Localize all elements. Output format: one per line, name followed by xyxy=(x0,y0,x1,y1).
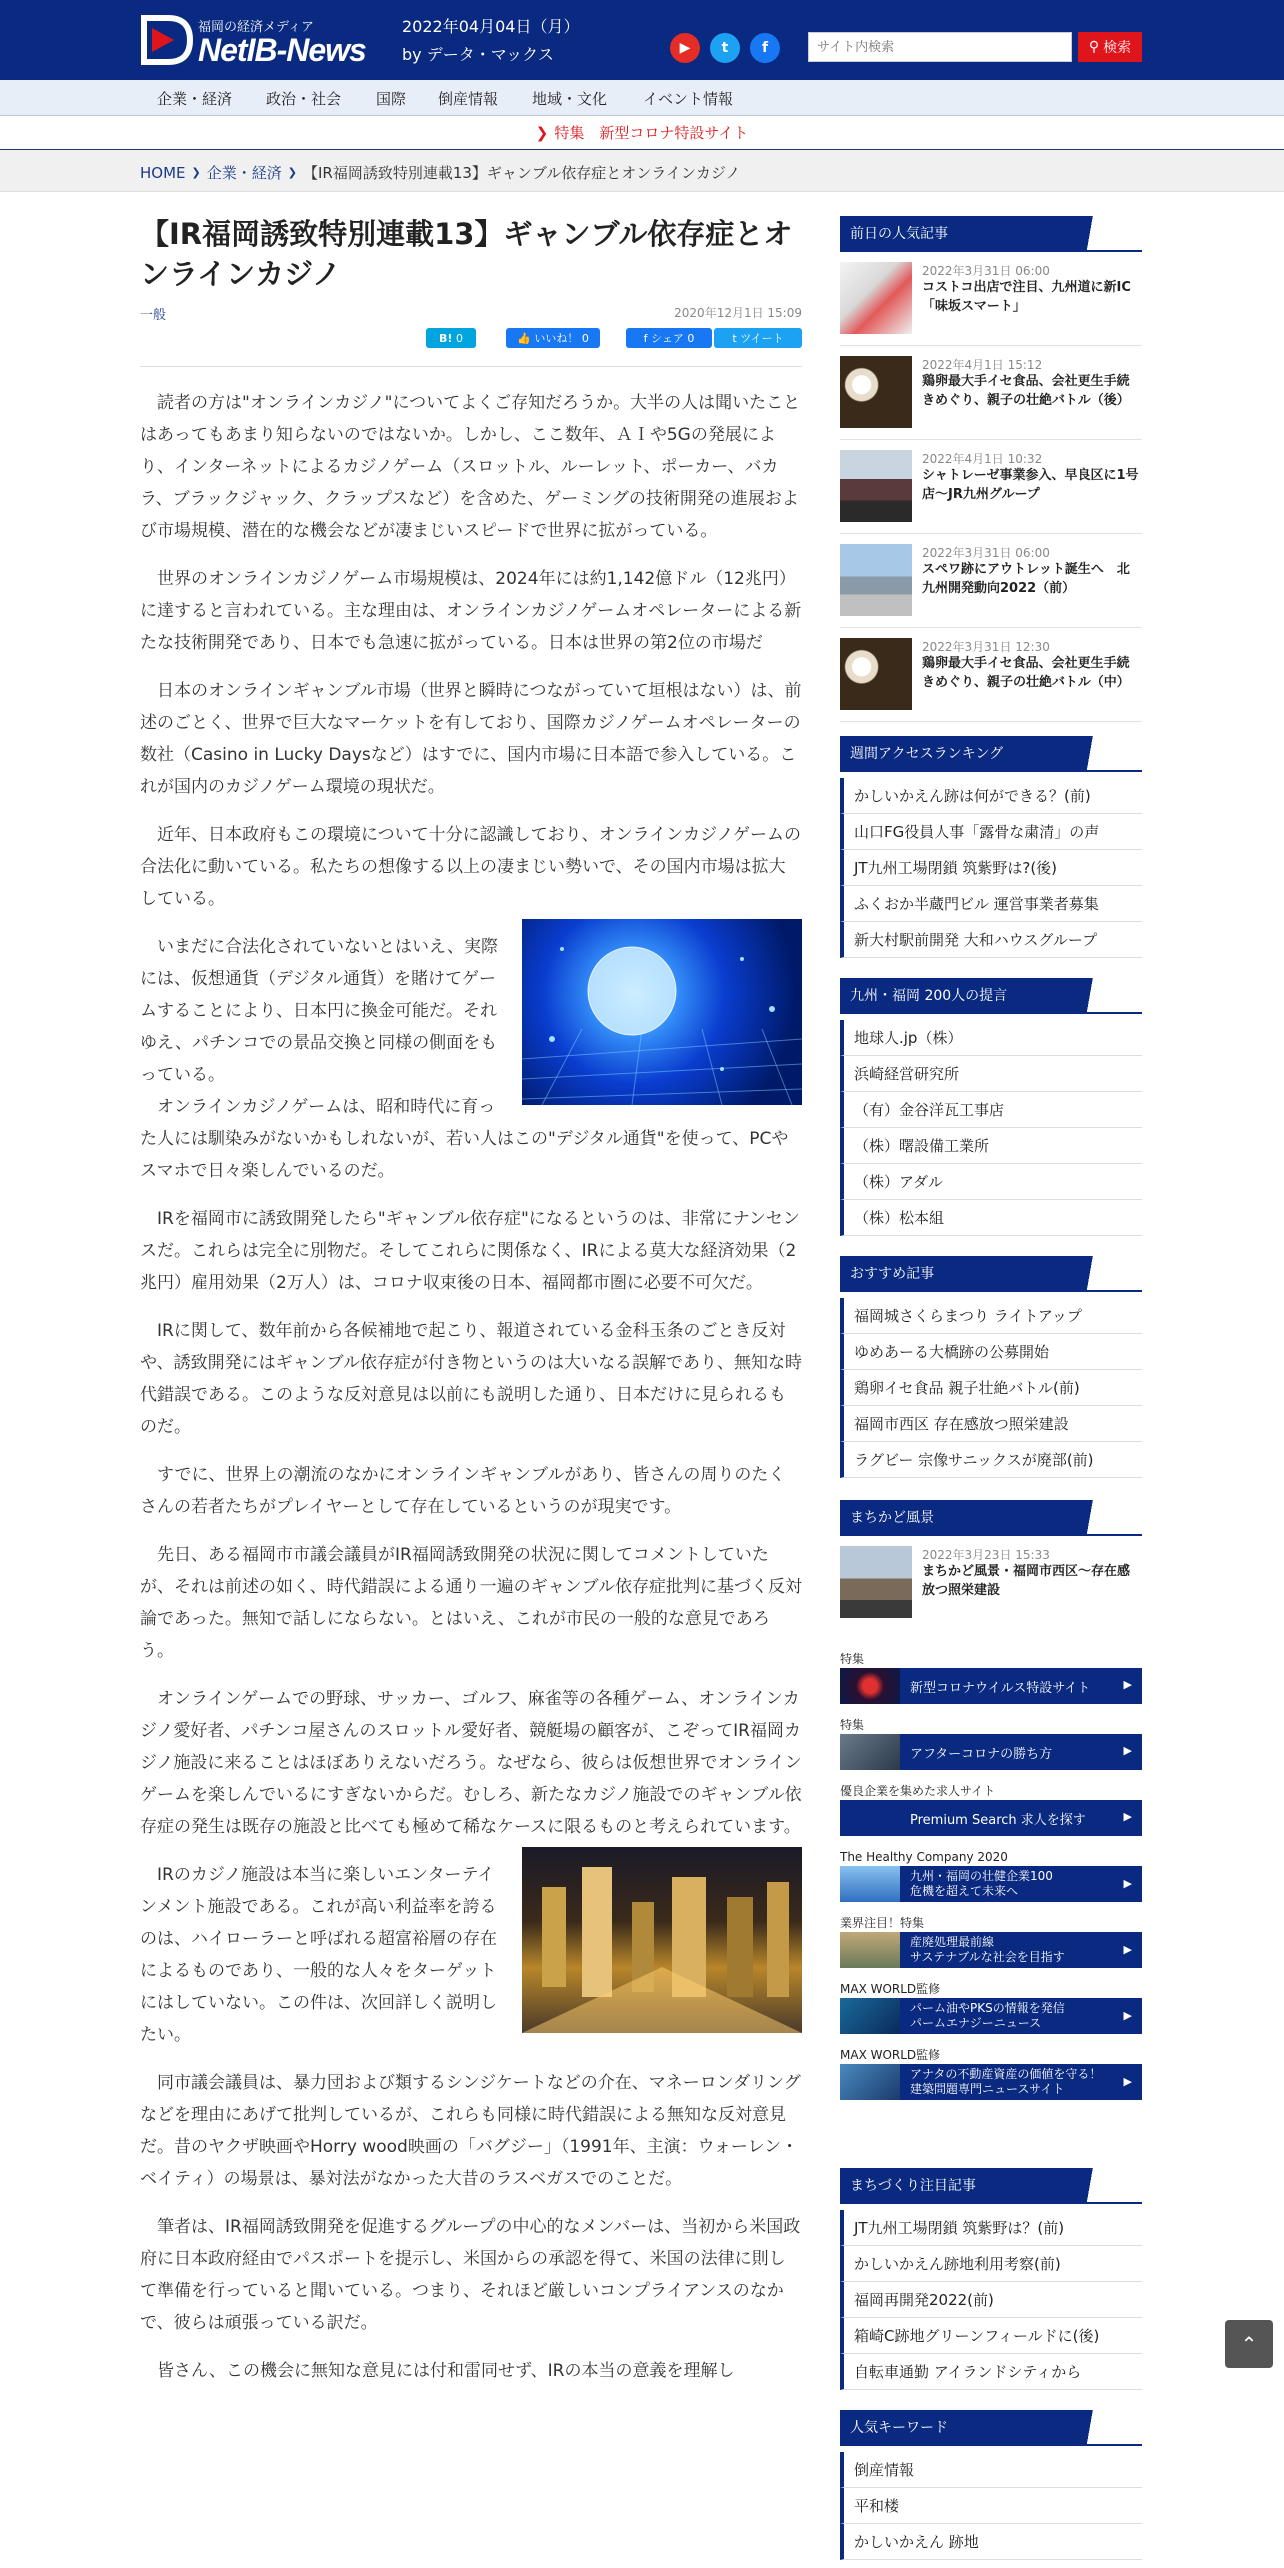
nav-item-international[interactable]: 国際 xyxy=(376,90,407,108)
feature-label: MAX WORLD監修 xyxy=(840,2048,941,2062)
chevron-right-icon: ▶ xyxy=(1123,1877,1132,1890)
nav-item-events[interactable]: イベント情報 xyxy=(643,90,734,108)
chevron-right-icon: ▶ xyxy=(1123,1943,1132,1956)
popular-articles xyxy=(840,216,1142,722)
popular-item[interactable] xyxy=(840,534,1142,628)
popular-thumbnail xyxy=(840,638,912,710)
hatena-bookmark-button[interactable]: B! 0 xyxy=(426,328,476,348)
list-item[interactable]: ゆめあーる大橋跡の公募開始 xyxy=(840,1334,1142,1370)
list-item[interactable]: 浜崎経営研究所 xyxy=(840,1056,1142,1092)
thumbs-up-icon: 👍 xyxy=(517,331,531,345)
feature-banner-building[interactable] xyxy=(840,2064,1142,2100)
facebook-share-label: シェア 0 xyxy=(651,332,695,345)
chevron-right-icon: ▶ xyxy=(1123,2075,1132,2088)
popular-thumbnail xyxy=(840,356,912,428)
popular-date: 2022年4月1日 15:12 xyxy=(922,358,1043,372)
youtube-icon[interactable]: ▶ xyxy=(670,33,700,63)
feature-thumbnail xyxy=(840,2064,900,2100)
feature-label: 特集 xyxy=(840,1718,865,1732)
teigen-heading: 九州・福岡 200人の提言 xyxy=(840,978,1142,1014)
list-item[interactable]: 倒産情報 xyxy=(840,2452,1142,2488)
article-paragraph: 先日、ある福岡市市議会議員がIR福岡誘致開発の状況に関してコメントしていたが、それは前述の如く、時代錯誤による通り一遍のギャンブル依存症批判に基づく反対論であった。無知で話しにならない。とはいえ、これが市民の一般的な意見であろう。 xyxy=(140,1545,802,1661)
recommended-heading: おすすめ記事 xyxy=(840,1256,1142,1292)
feature-thumbnail xyxy=(840,1932,900,1968)
feature-label: The Healthy Company 2020 xyxy=(840,1850,1008,1864)
facebook-share-button[interactable] xyxy=(626,328,712,348)
nav-item-politics[interactable]: 政治・社会 xyxy=(266,90,342,108)
chevron-right-icon: ▶ xyxy=(1123,1810,1132,1823)
facebook-icon[interactable]: f xyxy=(750,33,780,63)
site-header xyxy=(0,0,1284,80)
list-item[interactable]: 福岡城さくらまつり ライトアップ xyxy=(840,1298,1142,1334)
feature-thumbnail xyxy=(840,1866,900,1902)
facebook-icon: f xyxy=(643,331,648,345)
feature-banner-healthy-company[interactable] xyxy=(840,1866,1142,1902)
facebook-like-label: いいね！ 0 xyxy=(534,332,589,345)
scroll-to-top-button[interactable] xyxy=(1225,2320,1273,2368)
article-paragraph: 近年、日本政府もこの環境について十分に認識しており、オンラインカジノゲームの合法化に動いている。私たちの想像する以上の凄まじい勢いで、その国内市場は拡大している。 xyxy=(140,825,801,909)
list-item[interactable]: 福岡再開発2022(前) xyxy=(840,2282,1142,2318)
article-paragraph: IRに関して、数年前から各候補地で起こり、報道されている金科玉条のごとき反対や、誘致開発にはギャンブル依存症が付き物というのは大いなる誤解であり、無知な時代錯誤である。このような反対意見は以前にも説明した通り、日本だけに見られるものだ。 xyxy=(140,1321,802,1437)
nav-item-region[interactable]: 地域・文化 xyxy=(532,90,608,108)
tweet-label: ツイート xyxy=(740,332,784,345)
popular-date: 2022年3月31日 06:00 xyxy=(922,264,1050,278)
list-item[interactable]: （株）松本組 xyxy=(840,1200,1142,1236)
popular-item[interactable] xyxy=(840,440,1142,534)
list-item[interactable]: ふくおか半蔵門ビル 運営事業者募集 xyxy=(840,886,1142,922)
article-paragraph: 世界のオンラインカジノゲーム市場規模は、2024年には約1,142億ドル（12兆円）に達すると言われている。主な理由は、オンラインカジノゲームオペレーターによる新たな技術開発であり、日本でも急速に拡がっている。日本は世界の第2位の市場だ xyxy=(140,569,802,653)
popular-thumbnail xyxy=(840,544,912,616)
main-nav xyxy=(0,80,1284,116)
popular-title: 鶏卵最大手イセ食品、会社更生手続きめぐり、親子の壮絶バトル（中） xyxy=(922,656,1130,690)
list-item[interactable]: （有）金谷洋瓦工事店 xyxy=(840,1092,1142,1128)
machikado-date: 2022年3月23日 15:33 xyxy=(922,1548,1050,1562)
feature-label: 優良企業を集めた求人サイト xyxy=(840,1784,996,1798)
popular-date: 2022年3月31日 06:00 xyxy=(922,546,1050,560)
list-item[interactable]: 平和楼 xyxy=(840,2488,1142,2524)
feature-banner-palm-energy[interactable] xyxy=(840,1998,1142,2034)
article-title: 【IR福岡誘致特別連載13】ギャンブル依存症とオンラインカジノ xyxy=(140,217,793,291)
teigen-list xyxy=(840,978,1142,1236)
breadcrumb xyxy=(140,162,740,183)
feature-banner-label: アフターコロナの勝ち方 xyxy=(910,1746,1053,1762)
feature-banner-premium-search[interactable] xyxy=(840,1800,1142,1836)
facebook-like-button[interactable] xyxy=(506,328,600,348)
article-paragraph: 同市議会議員は、暴力団および類するシンジケートなどの介在、マネーロンダリングなどを理由にあげて批判しているが、これらも同様に時代錯誤による無知な反対意見だ。昔のヤクザ映画やHorry wood映画の「バグジー」（1991年、主演：ウォーレン・ベイティ）の場景は、暴対法がなかった大昔のラスベガスでのことだ。 xyxy=(140,2073,801,2189)
las-vegas-night-image xyxy=(522,1847,802,2033)
article-paragraph: すでに、世界上の潮流のなかにオンラインギャンブルがあり、皆さんの周りのたくさんの若者たちがプレイヤーとして存在しているというのが現実です。 xyxy=(140,1465,786,1517)
search-input[interactable] xyxy=(808,32,1072,62)
popular-item[interactable] xyxy=(840,252,1142,346)
popular-thumbnail xyxy=(840,450,912,522)
feature-thumbnail xyxy=(840,1734,900,1770)
list-item[interactable]: （株）曙設備工業所 xyxy=(840,1128,1142,1164)
chevron-up-icon: ⌃ xyxy=(1240,2332,1258,2356)
popular-title: コストコ出店で注目、九州道に新IC「味坂スマート」 xyxy=(922,280,1131,314)
keyword-heading: 人気キーワード xyxy=(840,2410,1142,2446)
article-meta xyxy=(140,300,802,322)
chevron-right-icon: ❯ xyxy=(191,166,201,179)
feature-banner-label: 産廃処理最前線 サステナブルな社会を目指す xyxy=(910,1935,1065,1964)
breadcrumb-bar xyxy=(0,150,1284,192)
twitter-icon: t xyxy=(732,331,737,345)
feature-thumbnail xyxy=(840,1998,900,2034)
breadcrumb-category[interactable]: 企業・経済 xyxy=(206,164,282,182)
popular-thumbnail xyxy=(840,262,912,334)
machizukuri-heading: まちづくり注目記事 xyxy=(840,2168,1142,2204)
machikado-title: まちかど風景・福岡市西区～存在感放つ照栄建設 xyxy=(922,1564,1131,1598)
article-paragraph: オンラインゲームでの野球、サッカー、ゴルフ、麻雀等の各種ゲーム、オンラインカジノ愛好者、パチンコ屋さんのスロットル愛好者、競艇場の顧客が、こぞってIR福岡カジノ施設に来ることはほぼありえないだろう。なぜなら、彼らは仮想世界でオンラインゲームを楽しんでいるにすぎないからだ。むしろ、新たなカジノ施設でのギャンブル依存症の発生は既存の施設と比べても極めて稀なケースに限るものと考えられています。 xyxy=(140,1689,802,1837)
list-item[interactable]: かしいかえん跡は何ができる？(前) xyxy=(840,778,1142,814)
list-item[interactable]: 新大村駅前開発 大和ハウスグループ xyxy=(840,922,1142,958)
list-item[interactable]: JT九州工場閉鎖 筑紫野は?(後) xyxy=(840,850,1142,886)
popular-date: 2022年4月1日 10:32 xyxy=(922,452,1043,466)
logo-wordmark[interactable]: NetIB-News xyxy=(198,32,366,68)
nav-item-bankruptcy[interactable]: 倒産情報 xyxy=(438,90,499,108)
feature-banners xyxy=(840,1650,1142,2100)
netib-logo-icon[interactable] xyxy=(140,14,196,66)
search-icon: ⚲ xyxy=(1088,39,1100,55)
list-item[interactable]: JT九州工場閉鎖 筑紫野は？(前) xyxy=(840,2210,1142,2246)
header-byline: by データ・マックス xyxy=(402,45,554,64)
machikado-item[interactable] xyxy=(840,1536,1142,1636)
popular-heading: 前日の人気記事 xyxy=(840,216,1142,252)
search-button-label: 検索 xyxy=(1103,40,1132,56)
header-date: 2022年04月04日（月） xyxy=(402,17,580,36)
article-paragraph: IRのカジノ施設は本当に楽しいエンターテインメント施設である。これが高い利益率を誇るのは、ハイローラーと呼ばれる超富裕層の存在によるものであり、一般的な人々をターゲットにはしていない。この件は、次回詳しく説明したい。 xyxy=(140,1865,497,2045)
popular-item[interactable] xyxy=(840,628,1142,722)
special-feature-label: 特集 新型コロナ特設サイト xyxy=(554,124,749,142)
machizukuri-section xyxy=(840,2168,1142,2390)
logo-subtitle: 福岡の経済メディア xyxy=(198,20,314,35)
chevron-right-icon: ▶ xyxy=(1123,1678,1132,1691)
virus-icon xyxy=(840,1668,900,1704)
article-paragraph: 皆さん、この機会に無知な意見には付和雷同せず、IRの本当の意義を理解し xyxy=(157,2361,735,2381)
list-item[interactable]: （株）アダル xyxy=(840,1164,1142,1200)
feature-banner-after-corona[interactable] xyxy=(840,1734,1142,1770)
machikado-heading: まちかど風景 xyxy=(840,1500,1142,1536)
breadcrumb-home[interactable]: HOME xyxy=(140,163,186,182)
popular-title: スペワ跡にアウトレット誕生へ 北九州開発動向2022（前） xyxy=(922,562,1130,596)
feature-banner-label: 新型コロナウイルス特設サイト xyxy=(910,1680,1091,1696)
search-button[interactable] xyxy=(1078,32,1142,62)
feature-label: 特集 xyxy=(840,1652,865,1666)
list-item[interactable]: かしいかえん 跡地 xyxy=(840,2524,1142,2560)
share-bar xyxy=(140,328,802,367)
article-paragraph: IRを福岡市に誘致開発したら"ギャンブル依存症"になるというのは、非常にナンセンスだ。これらは完全に別物だ。そしてこれらに関係なく、IRによる莫大な経済効果（2兆円）雇用効果（2万人）は、コロナ収束後の日本、福岡都市圏に必要不可欠だ。 xyxy=(140,1209,800,1293)
article xyxy=(140,192,802,2387)
feature-banner-label: Premium Search 求人を探す xyxy=(910,1812,1086,1828)
chevron-right-icon: ▶ xyxy=(1123,2009,1132,2022)
article-paragraph: 筆者は、IR福岡誘致開発を促進するグループの中心的なメンバーは、当初から米国政府に日本政府経由でパスポートを提示し、米国からの承認を得て、米国の法律に則して準備を行っていると聞いている。つまり、それほど厳しいコンプライアンスのなかで、彼らは頑張っている訳だ。 xyxy=(140,2217,801,2333)
feature-banner-corona[interactable] xyxy=(840,1668,1142,1704)
article-body xyxy=(140,387,802,2387)
cyber-globe-image xyxy=(522,919,802,1105)
article-paragraph: いまだに合法化されていないとはいえ、実際には、仮想通貨（デジタル通貨）を賭けてゲームすることにより、日本円に換金可能だ。それゆえ、パチンコでの景品交換と同様の側面をもっている。 xyxy=(140,937,499,1085)
article-category[interactable]: 一般 xyxy=(140,308,167,323)
list-item[interactable]: 地球人.jp（株） xyxy=(840,1020,1142,1056)
list-item[interactable]: 自転車通勤 アイランドシティから xyxy=(840,2354,1142,2390)
chevron-right-icon: ▶ xyxy=(1123,1744,1132,1757)
feature-banner-label: アナタの不動産資産の価値を守る！ 建築問題専門ニュースサイト xyxy=(910,2067,1102,2096)
weekly-ranking xyxy=(840,736,1142,958)
nav-item-business[interactable]: 企業・経済 xyxy=(157,90,233,108)
special-feature-link[interactable] xyxy=(0,116,1284,150)
feature-banner-label: 九州・福岡の壮健企業100 危機を超えて未来へ xyxy=(910,1869,1053,1898)
feature-label: 業界注目！特集 xyxy=(840,1916,925,1930)
chevron-right-icon: ❯ xyxy=(535,123,549,142)
twitter-icon[interactable]: t xyxy=(710,33,740,63)
article-date: 2020年12月1日 15:09 xyxy=(674,306,802,320)
machikado-section xyxy=(840,1500,1142,1636)
article-paragraph: オンラインカジノゲームは、昭和時代に育った人には馴染みがないかもしれないが、若い人はこの"デジタル通貨"を使って、PCやスマホで日々楽しんでいるのだ。 xyxy=(140,1097,789,1181)
keyword-section xyxy=(840,2410,1142,2560)
recommended-articles xyxy=(840,1256,1142,1478)
tweet-button[interactable] xyxy=(714,328,802,348)
feature-banner-label: パーム油やPKSの情報を発信 パームエナジーニュース xyxy=(910,2001,1065,2030)
list-item[interactable]: 箱崎C跡地グリーンフィールドに(後) xyxy=(840,2318,1142,2354)
list-item[interactable]: かしいかえん跡地利用考察(前) xyxy=(840,2246,1142,2282)
list-item[interactable]: ラグビー 宗像サニックスが廃部(前) xyxy=(840,1442,1142,1478)
article-paragraph: 読者の方は"オンラインカジノ"についてよくご存知だろうか。大半の人は聞いたことはあってもあまり知らないのではないか。しかし、ここ数年、ＡＩや5Gの発展により、インターネットによるカジノゲーム（スロットル、ルーレット、ポーカー、バカラ、ブラックジャック、クラップスなど）を含めた、ゲーミングの技術開発の進展および市場規模、潜在的な機会などが凄まじいスピードで世界に拡がっている。 xyxy=(140,393,801,541)
list-item[interactable]: 福岡市西区 存在感放つ照栄建設 xyxy=(840,1406,1142,1442)
machikado-thumbnail xyxy=(840,1546,912,1618)
popular-title: シャトレーゼ事業参入、早良区に1号店～JR九州グループ xyxy=(922,468,1139,502)
article-paragraph: 日本のオンラインギャンブル市場（世界と瞬時につながっていて垣根はない）は、前述のごとく、世界で巨大なマーケットを有しており、国際カジノゲームオペレーターの数社（Casino in Lucky Daysなど）はすでに、国内市場に日本語で参入している。これが国内のカジノゲーム環境の現状だ。 xyxy=(140,681,802,797)
popular-title: 鶏卵最大手イセ食品、会社更生手続きめぐり、親子の壮絶バトル（後） xyxy=(922,374,1130,408)
feature-banner-waste[interactable] xyxy=(840,1932,1142,1968)
list-item[interactable]: 山口FG役員人事「露骨な粛清」の声 xyxy=(840,814,1142,850)
feature-label: MAX WORLD監修 xyxy=(840,1982,941,1996)
chevron-right-icon: ❯ xyxy=(287,166,297,179)
breadcrumb-current: 【IR福岡誘致特別連載13】ギャンブル依存症とオンラインカジノ xyxy=(302,164,741,182)
weekly-heading: 週間アクセスランキング xyxy=(840,736,1142,772)
hatena-count: 0 xyxy=(455,331,463,345)
popular-item[interactable] xyxy=(840,346,1142,440)
popular-date: 2022年3月31日 12:30 xyxy=(922,640,1050,654)
list-item[interactable]: 鶏卵イセ食品 親子壮絶バトル(前) xyxy=(840,1370,1142,1406)
